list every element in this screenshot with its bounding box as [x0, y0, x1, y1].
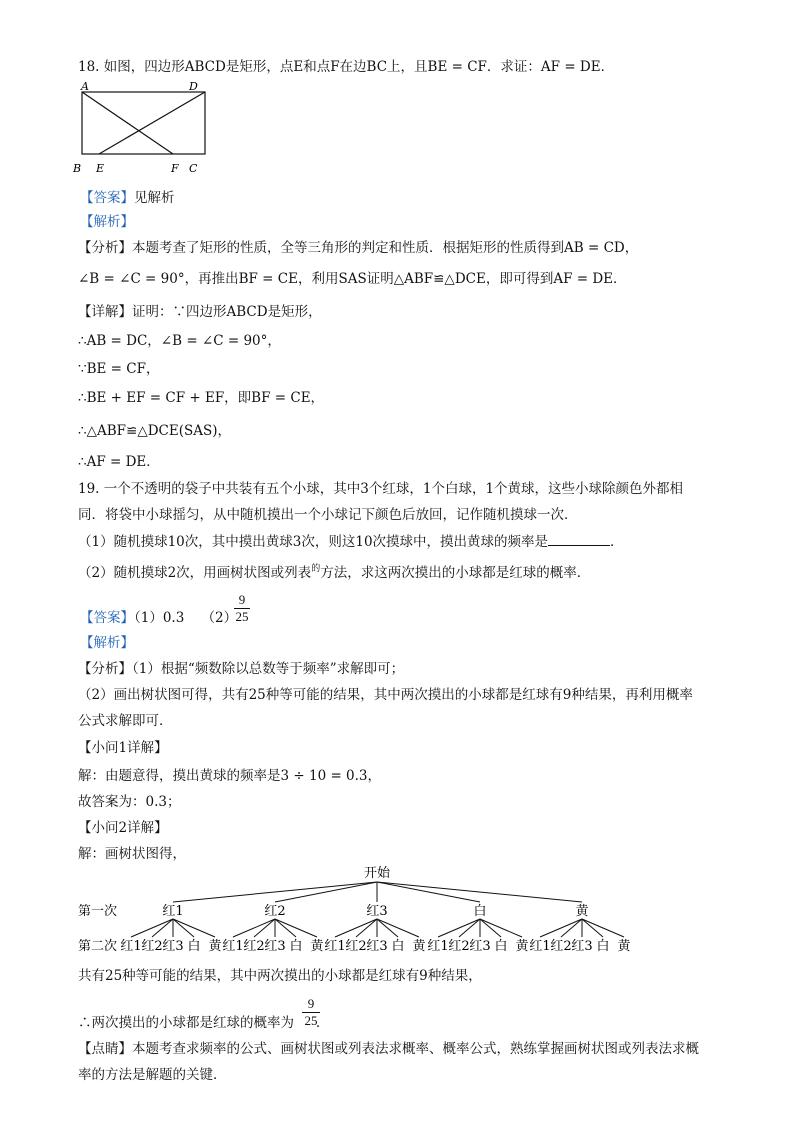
q19-part2-a: （2）随机摸球2次，用画树状图或列表	[78, 565, 312, 581]
q19-sub1-line2: 故答案为：0.3；	[78, 794, 181, 810]
tree-branch-4-4	[582, 919, 624, 937]
answer-1: （1）0.3	[134, 610, 185, 626]
tree-node-second-4-2: 红3	[571, 939, 593, 954]
q18-analysis-line2: ∠B = ∠C = 90°，再推出BF = CE，利用SAS证明△ABF≌△DCE，即可得到AF = DE．	[78, 271, 627, 287]
tree-branch-0-4	[173, 919, 215, 937]
q19-sub2-line1: 解：画树状图得，	[78, 846, 186, 862]
tree-branch-1-0	[233, 919, 275, 937]
q19-sub2-title: 【小问2详解】	[78, 820, 168, 836]
q18-detail-line1: 【详解】证明：∵四边形ABCD是矩形，	[78, 304, 322, 320]
q19-analysis-line2: （2）画出树状图可得，共有25种等可能的结果，其中两次摸出的小球都是红球有9种结果，再利用概率	[78, 687, 693, 703]
q18-analysis-tag: 【解析】	[80, 214, 134, 230]
q19-comment-line2: 率的方法是解题的关键．	[78, 1067, 227, 1083]
tree-branch-root-1	[275, 882, 377, 902]
label-e: E	[96, 162, 105, 175]
label-b: B	[73, 162, 82, 175]
q19-part2-small: 的	[311, 564, 321, 574]
q19-analysis-tag: 【解析】	[80, 635, 134, 651]
tree-branch-4-3	[582, 919, 603, 937]
answer-fraction	[234, 593, 250, 624]
tree-node-first-0: 红1	[162, 904, 184, 919]
tree-branch-root-3	[377, 882, 480, 902]
q18-answer	[80, 189, 175, 207]
tree-level1-label: 第一次	[78, 904, 118, 919]
q18-detail-line6: ∴AF = DE．	[78, 454, 160, 470]
tree-branch-1-1	[254, 919, 275, 937]
tree-node-second-2-4: 黄	[412, 939, 426, 954]
q18-detail-line2: ∴AB = DC，∠B = ∠C = 90°，	[78, 333, 281, 349]
tree-level2-label: 第二次	[78, 939, 118, 954]
q19-part2	[78, 560, 590, 582]
tree-branch-0-1	[152, 919, 173, 937]
tree-branch-2-0	[335, 919, 377, 937]
tree-node-first-3: 白	[473, 904, 487, 919]
tree-node-second-1-2: 红3	[264, 939, 286, 954]
q19-sub1-line1: 解：由题意得，摸出黄球的频率是3 ÷ 10 = 0.3，	[78, 768, 382, 784]
tree-node-second-4-0: 红1	[529, 939, 551, 954]
tree-branch-2-4	[377, 919, 419, 937]
q19-statement-line1: 19. 一个不透明的袋子中共装有五个小球，其中3个红球，1个白球，1个黄球，这些小球除颜色外都相	[78, 481, 684, 497]
tree-node-second-3-2: 红3	[469, 939, 491, 954]
answer-text: 见解析	[134, 190, 175, 206]
q19-analysis-line1: 【分析】（1）根据“频数除以总数等于频率”求解即可；	[78, 661, 405, 677]
label-d: D	[189, 82, 198, 93]
tree-branch-2-1	[356, 919, 377, 937]
segment-af	[82, 92, 173, 154]
q19-sub1-title: 【小问1详解】	[78, 740, 168, 756]
q18-analysis-line1: 【分析】本题考查了矩形的性质，全等三角形的判定和性质．根据矩形的性质得到AB = CD，	[78, 240, 639, 256]
tree-node-second-0-2: 红3	[162, 939, 184, 954]
label-a: A	[81, 82, 89, 93]
tree-node-second-1-1: 红2	[243, 939, 265, 954]
tree-node-first-1: 红2	[264, 904, 286, 919]
tree-branch-root-4	[377, 882, 582, 902]
fraction-numerator: 9	[307, 996, 315, 1011]
answer-blank	[548, 532, 610, 546]
tree-branch-4-0	[540, 919, 582, 937]
answer-2: （2）	[201, 610, 238, 626]
tree-node-second-3-4: 黄	[515, 939, 529, 954]
tree-node-second-2-1: 红2	[345, 939, 367, 954]
q18-detail-line4: ∴BE + EF = CF + EF，即BF = CE，	[78, 390, 325, 406]
q19-analysis-line3: 公式求解即可．	[78, 713, 173, 729]
tree-branch-0-0	[131, 919, 173, 937]
tree-node-second-3-1: 红2	[448, 939, 470, 954]
tree-branch-0-3	[173, 919, 194, 937]
tree-node-first-2: 红3	[366, 904, 388, 919]
tree-node-second-0-1: 红2	[141, 939, 163, 954]
tree-node-second-4-4: 黄	[617, 939, 631, 954]
tree-node-second-2-3: 白	[391, 939, 405, 954]
conclusion-fraction	[302, 997, 320, 1028]
tree-node-second-0-3: 白	[187, 939, 201, 954]
q18-detail-line3: ∵BE = CF，	[78, 361, 160, 377]
label-c: C	[189, 162, 198, 175]
tree-branch-1-4	[275, 919, 317, 937]
conclusion-text: ∴两次摸出的小球都是红球的概率为	[78, 1015, 294, 1031]
conclusion-end: ．	[316, 1015, 330, 1031]
tree-branch-4-1	[561, 919, 582, 937]
q19-part1	[78, 532, 624, 551]
rectangle-figure	[70, 82, 220, 182]
q19-answer	[80, 609, 237, 627]
tree-node-second-2-2: 红3	[366, 939, 388, 954]
tree-branch-3-1	[459, 919, 480, 937]
tree-diagram	[0, 862, 800, 960]
q19-comment-line1: 【点睛】本题考查求频率的公式、画树状图或列表法求概率、概率公式，熟练掌握画树状图或列表法求概	[78, 1041, 699, 1057]
q19-part2-b: 方法，求这两次摸出的小球都是红球的概率．	[320, 565, 591, 581]
tree-branch-3-4	[480, 919, 522, 937]
tree-node-second-1-4: 黄	[310, 939, 324, 954]
q19-part1-text: （1）随机摸球10次，其中摸出黄球3次，则这10次摸球中，摸出黄球的频率是	[78, 534, 549, 550]
tree-node-first-4: 黄	[575, 904, 589, 919]
tree-branch-3-3	[480, 919, 501, 937]
tree-branch-1-3	[275, 919, 296, 937]
tree-node-second-4-3: 白	[596, 939, 610, 954]
fraction-numerator: 9	[238, 592, 246, 607]
answer-tag: 【答案】	[80, 610, 134, 626]
tree-branch-3-0	[438, 919, 480, 937]
fraction-denominator: 25	[304, 1013, 318, 1028]
segment-de	[99, 92, 205, 154]
q19-conclusion	[78, 1014, 330, 1032]
q18-statement: 18. 如图，四边形ABCD是矩形，点E和点F在边BC上，且BE = CF．求证：AF = DE．	[78, 59, 615, 75]
tree-node-second-1-0: 红1	[222, 939, 244, 954]
tree-node-second-1-3: 白	[289, 939, 303, 954]
tree-root-label: 开始	[363, 866, 391, 881]
q19-part1-end: ．	[610, 534, 624, 550]
tree-node-second-4-1: 红2	[550, 939, 572, 954]
q19-result-line: 共有25种等可能的结果，其中两次摸出的小球都是红球有9种结果，	[78, 968, 482, 984]
tree-node-second-3-3: 白	[494, 939, 508, 954]
tree-node-second-3-0: 红1	[427, 939, 449, 954]
tree-node-second-2-0: 红1	[324, 939, 346, 954]
label-f: F	[171, 162, 179, 175]
q18-detail-line5: ∴△ABF≌△DCE(SAS)，	[78, 423, 231, 439]
q19-statement-line2: 同．将袋中小球摇匀，从中随机摸出一个小球记下颜色后放回，记作随机摸球一次．	[78, 507, 578, 523]
tree-branch-root-0	[173, 882, 377, 902]
tree-branch-2-3	[377, 919, 398, 937]
answer-tag: 【答案】	[80, 190, 134, 206]
tree-node-second-0-4: 黄	[208, 939, 222, 954]
rectangle-abcd	[82, 92, 205, 154]
fraction-denominator: 25	[235, 609, 249, 624]
tree-node-second-0-0: 红1	[120, 939, 142, 954]
